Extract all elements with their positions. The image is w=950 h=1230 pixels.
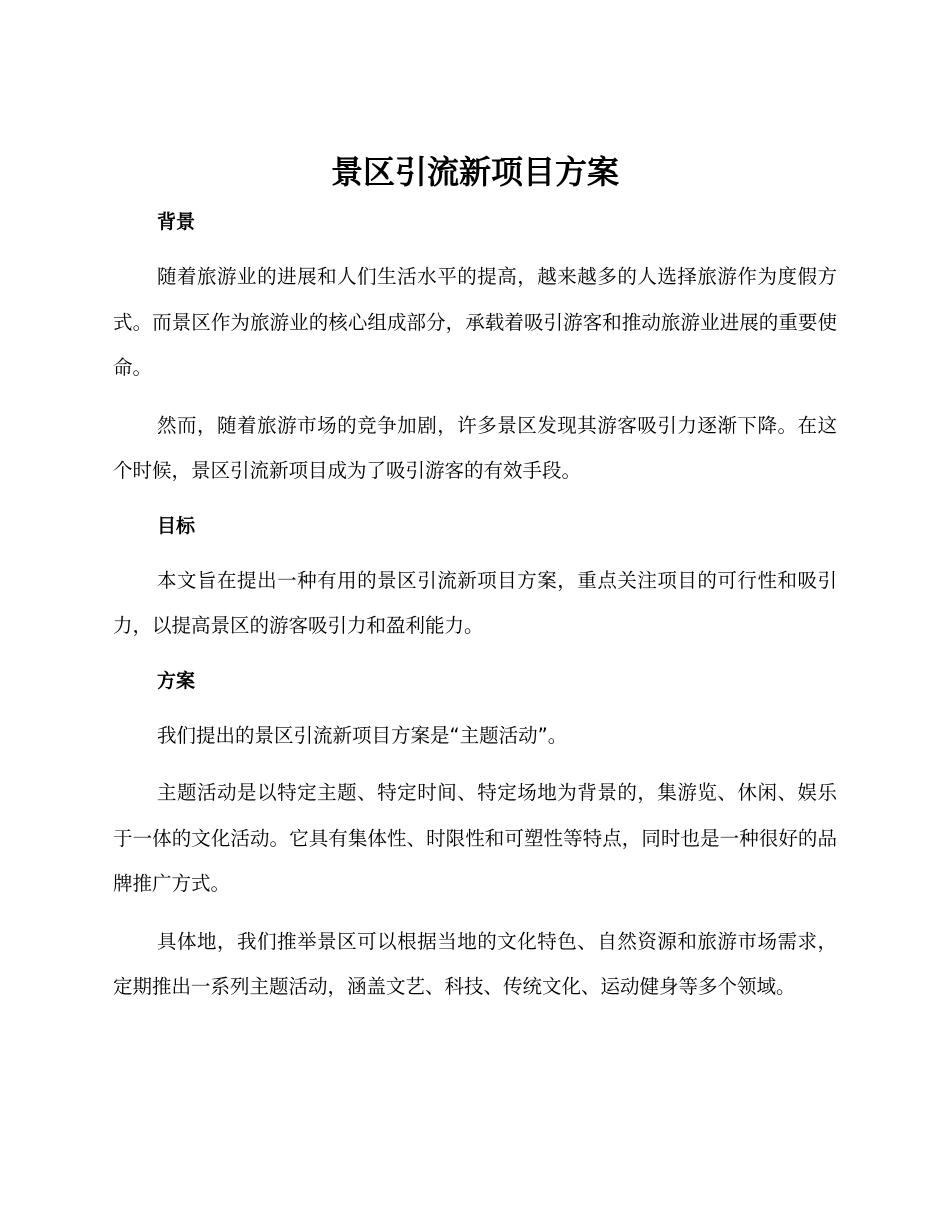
- section-goal: [113, 506, 837, 649]
- paragraph: 我们提出的景区引流新项目方案是“主题活动”。: [157, 723, 568, 747]
- section-background: [113, 202, 837, 494]
- document-body: [113, 202, 837, 1022]
- section-heading: 背景: [157, 211, 196, 233]
- paragraph: 然而，随着旅游市场的竞争加剧，许多景区发现其游客吸引力逐渐下降。在这个时候，景区引流新项目成为了吸引游客的有效手段。: [113, 413, 837, 482]
- paragraph: 本文旨在提出一种有用的景区引流新项目方案，重点关注项目的可行性和吸引力，以提高景区的游客吸引力和盈利能力。: [113, 568, 837, 637]
- paragraph: 具体地，我们推举景区可以根据当地的文化特色、自然资源和旅游市场需求，定期推出一系列主题活动，涵盖文艺、科技、传统文化、运动健身等多个领域。: [113, 929, 837, 998]
- document-title: 景区引流新项目方案: [330, 153, 619, 191]
- section-plan: [113, 661, 837, 1010]
- paragraph: 主题活动是以特定主题、特定时间、特定场地为背景的，集游览、休闲、娱乐于一体的文化活动。它具有集体性、时限性和可塑性等特点，同时也是一种很好的品牌推广方式。: [113, 781, 837, 895]
- section-heading: 方案: [157, 669, 196, 692]
- section-heading: 目标: [157, 514, 196, 537]
- paragraph: 随着旅游业的进展和人们生活水平的提高，越来越多的人选择旅游作为度假方式。而景区作为旅游业的核心组成部分，承载着吸引游客和推动旅游业进展的重要使命。: [113, 265, 837, 379]
